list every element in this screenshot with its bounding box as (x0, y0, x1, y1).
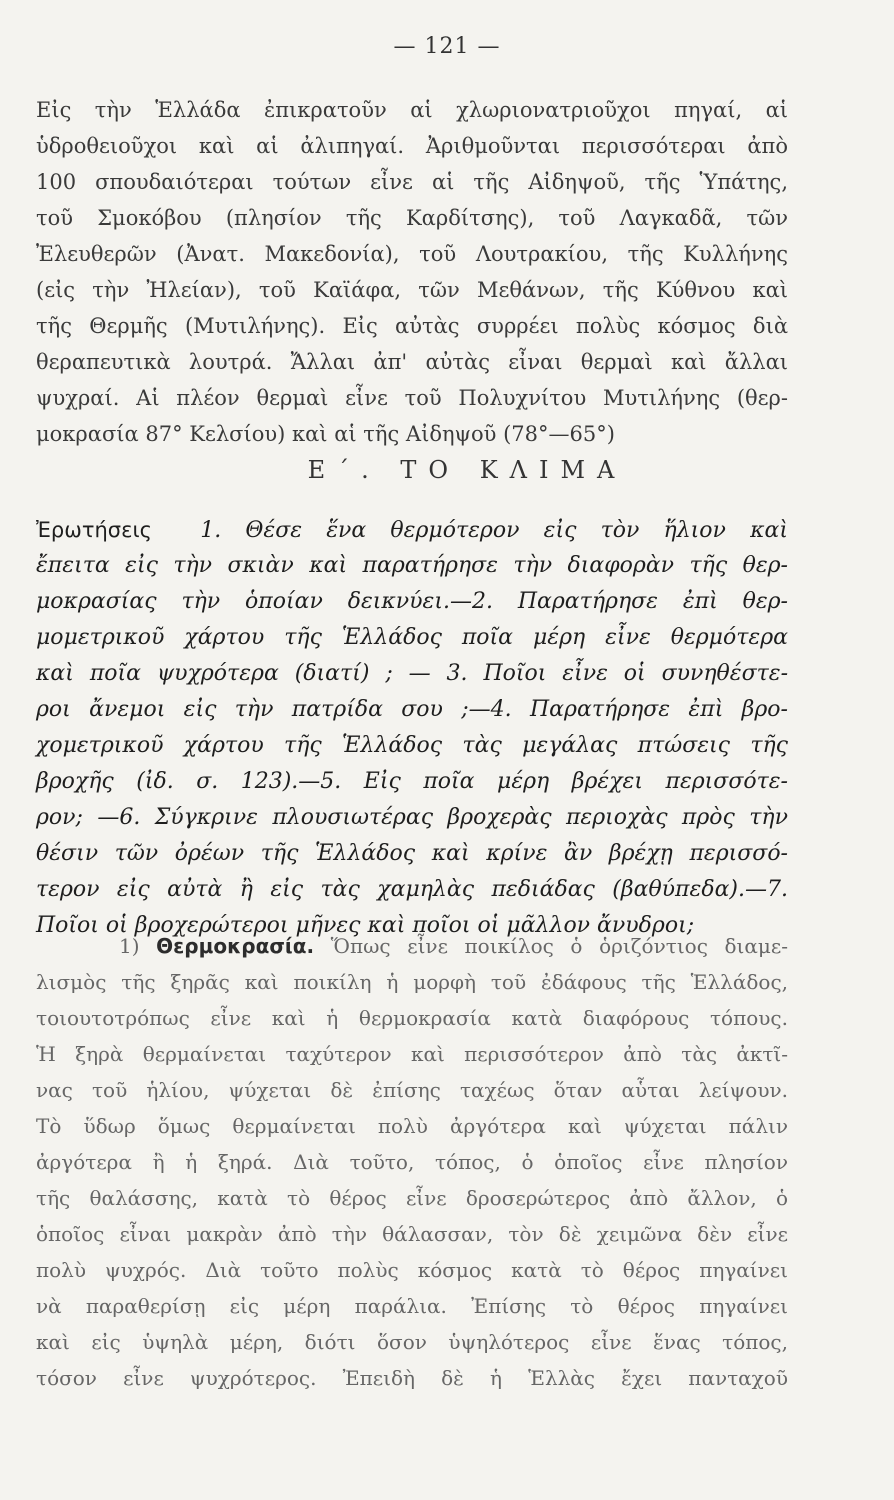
text-line: Τὸ ὕδωρ ὅμως θερμαίνεται πολὺ ἀργότερα καὶ ψύχεται πάλιν (36, 1114, 788, 1138)
text-line: βροχῆς (ἰδ. σ. 123).—5. Εἰς ποῖα μέρη βρέχει περισσότε- (36, 769, 788, 794)
text-line: ὁποῖος εἶναι μακρὰν ἀπὸ τὴν θάλασσαν, τὸν δὲ χειμῶνα δὲν εἶνε (36, 1222, 788, 1246)
text-line: ροι ἄνεμοι εἰς τὴν πατρίδα σου ;—4. Παρατήρησε ἐπὶ βρο- (36, 697, 788, 722)
question-text: 1. Θέσε ἕνα θερμότερον εἰς τὸν ἥλιον καὶ (200, 518, 788, 543)
text-line: ψυχραί. Αἱ πλέον θερμαὶ εἶνε τοῦ Πολυχνίτου Μυτιλήνης (θερ- (36, 386, 788, 410)
text-line: πολὺ ψυχρός. Διὰ τοῦτο πολὺς κόσμος κατὰ τὸ θέρος πηγαίνει (36, 1258, 788, 1282)
questions-label: Ἐρωτήσεις (36, 518, 152, 542)
text-line: Εἰς τὴν Ἑλλάδα ἐπικρατοῦν αἱ χλωριονατριοῦχοι πηγαί, αἱ (36, 98, 788, 122)
section-heading: Ε΄. ΤΟ ΚΛΙΜΑ (307, 456, 627, 484)
text-line: τόσον εἶνε ψυχρότερος. Ἐπειδὴ δὲ ἡ Ἑλλὰς ἔχει πανταχοῦ (36, 1366, 788, 1390)
text-line: Ἡ ξηρὰ θερμαίνεται ταχύτερον καὶ περισσότερον ἀπὸ τὰς ἀκτῖ- (36, 1042, 788, 1066)
subsection-heading: Θερμοκρασία. (156, 934, 315, 958)
text-line: θέσιν τῶν ὀρέων τῆς Ἑλλάδος καὶ κρίνε ἂν βρέχῃ περισσό- (36, 841, 788, 866)
text-line: λισμὸς τῆς ξηρᾶς καὶ ποικίλη ἡ μορφὴ τοῦ ἐδάφους τῆς Ἑλλάδος, (36, 970, 788, 994)
text-line: μοκρασία 87° Κελσίου) καὶ αἱ τῆς Αἰδηψοῦ (78°—65°) (36, 422, 615, 446)
page-number: — 121 — (393, 34, 501, 59)
text-line: τερον εἰς αὐτὰ ἢ εἰς τὰς χαμηλὰς πεδιάδας (βαθύπεδα).—7. (36, 877, 788, 902)
text-line: νὰ παραθερίσῃ εἰς μέρη παράλια. Ἐπίσης τὸ θέρος πηγαίνει (36, 1294, 788, 1318)
paragraph-mineral-springs (36, 92, 788, 452)
text-line: μομετρικοῦ χάρτου τῆς Ἑλλάδος ποῖα μέρη εἶνε θερμότερα (36, 625, 788, 650)
text-line: θεραπευτικὰ λουτρά. Ἄλλαι ἀπ' αὐτὰς εἶναι θερμαὶ καὶ ἄλλαι (36, 350, 788, 374)
text-line: 100 σπουδαιότεραι τούτων εἶνε αἱ τῆς Αἰδηψοῦ, τῆς Ὑπάτης, (36, 170, 788, 194)
text-line: Ἐλευθερῶν (Ἀνατ. Μακεδονία), τοῦ Λουτρακίου, τῆς Κυλλήνης (36, 242, 788, 266)
text-line (36, 928, 788, 964)
text-line: τοῦ Σμοκόβου (πλησίον τῆς Καρδίτσης), τοῦ Λαγκαδᾶ, τῶν (36, 206, 788, 230)
text-line: τοιουτοτρόπως εἶνε καὶ ἡ θερμοκρασία κατὰ διαφόρους τόπους. (36, 1006, 788, 1030)
text-line: ὑδροθειοῦχοι καὶ αἱ ἀλιπηγαί. Ἀριθμοῦνται περισσότεραι ἀπὸ (36, 134, 788, 158)
text-line: Ποῖοι οἱ βροχερώτεροι μῆνες καὶ ποῖοι οἱ μᾶλλον ἄνυδροι; (36, 913, 695, 938)
text-line: ρον; —6. Σύγκρινε πλουσιωτέρας βροχερὰς περιοχὰς πρὸς τὴν (36, 805, 788, 830)
questions-block (36, 512, 788, 944)
text-line: μοκρασίας τὴν ὁποίαν δεικνύει.—2. Παρατήρησε ἐπὶ θερ- (36, 589, 788, 614)
text-line: χομετρικοῦ χάρτου τῆς Ἑλλάδος τὰς μεγάλας πτώσεις τῆς (36, 733, 788, 758)
text-line: καὶ εἰς ὑψηλὰ μέρη, διότι ὅσον ὑψηλότερος εἶνε ἕνας τόπος, (36, 1330, 788, 1354)
item-number: 1) (119, 934, 140, 958)
text-line: καὶ ποῖα ψυχρότερα (διατί) ; — 3. Ποῖοι εἶνε οἱ συνηθέστε- (36, 661, 788, 686)
text-line: νας τοῦ ἡλίου, ψύχεται δὲ ἐπίσης ταχέως ὅταν αὗται λείψουν. (36, 1078, 788, 1102)
text-line (36, 512, 788, 548)
text-line: ἔπειτα εἰς τὴν σκιὰν καὶ παρατήρησε τὴν διαφορὰν τῆς θερ- (36, 553, 788, 578)
paragraph-text: Ὅπως εἶνε ποικίλος ὁ ὁριζόντιος διαμε- (330, 934, 789, 958)
paragraph-temperature (36, 928, 788, 1396)
text-line: τῆς Θερμῆς (Μυτιλήνης). Εἰς αὐτὰς συρρέει πολὺς κόσμος διὰ (36, 314, 788, 338)
text-line: (εἰς τὴν Ἠλείαν), τοῦ Καϊάφα, τῶν Μεθάνων, τῆς Κύθνου καὶ (36, 278, 788, 302)
text-line: τῆς θαλάσσης, κατὰ τὸ θέρος εἶνε δροσερώτερος ἀπὸ ἄλλον, ὁ (36, 1186, 788, 1210)
text-line: ἀργότερα ἢ ἡ ξηρά. Διὰ τοῦτο, τόπος, ὁ ὁποῖος εἶνε πλησίον (36, 1150, 788, 1174)
